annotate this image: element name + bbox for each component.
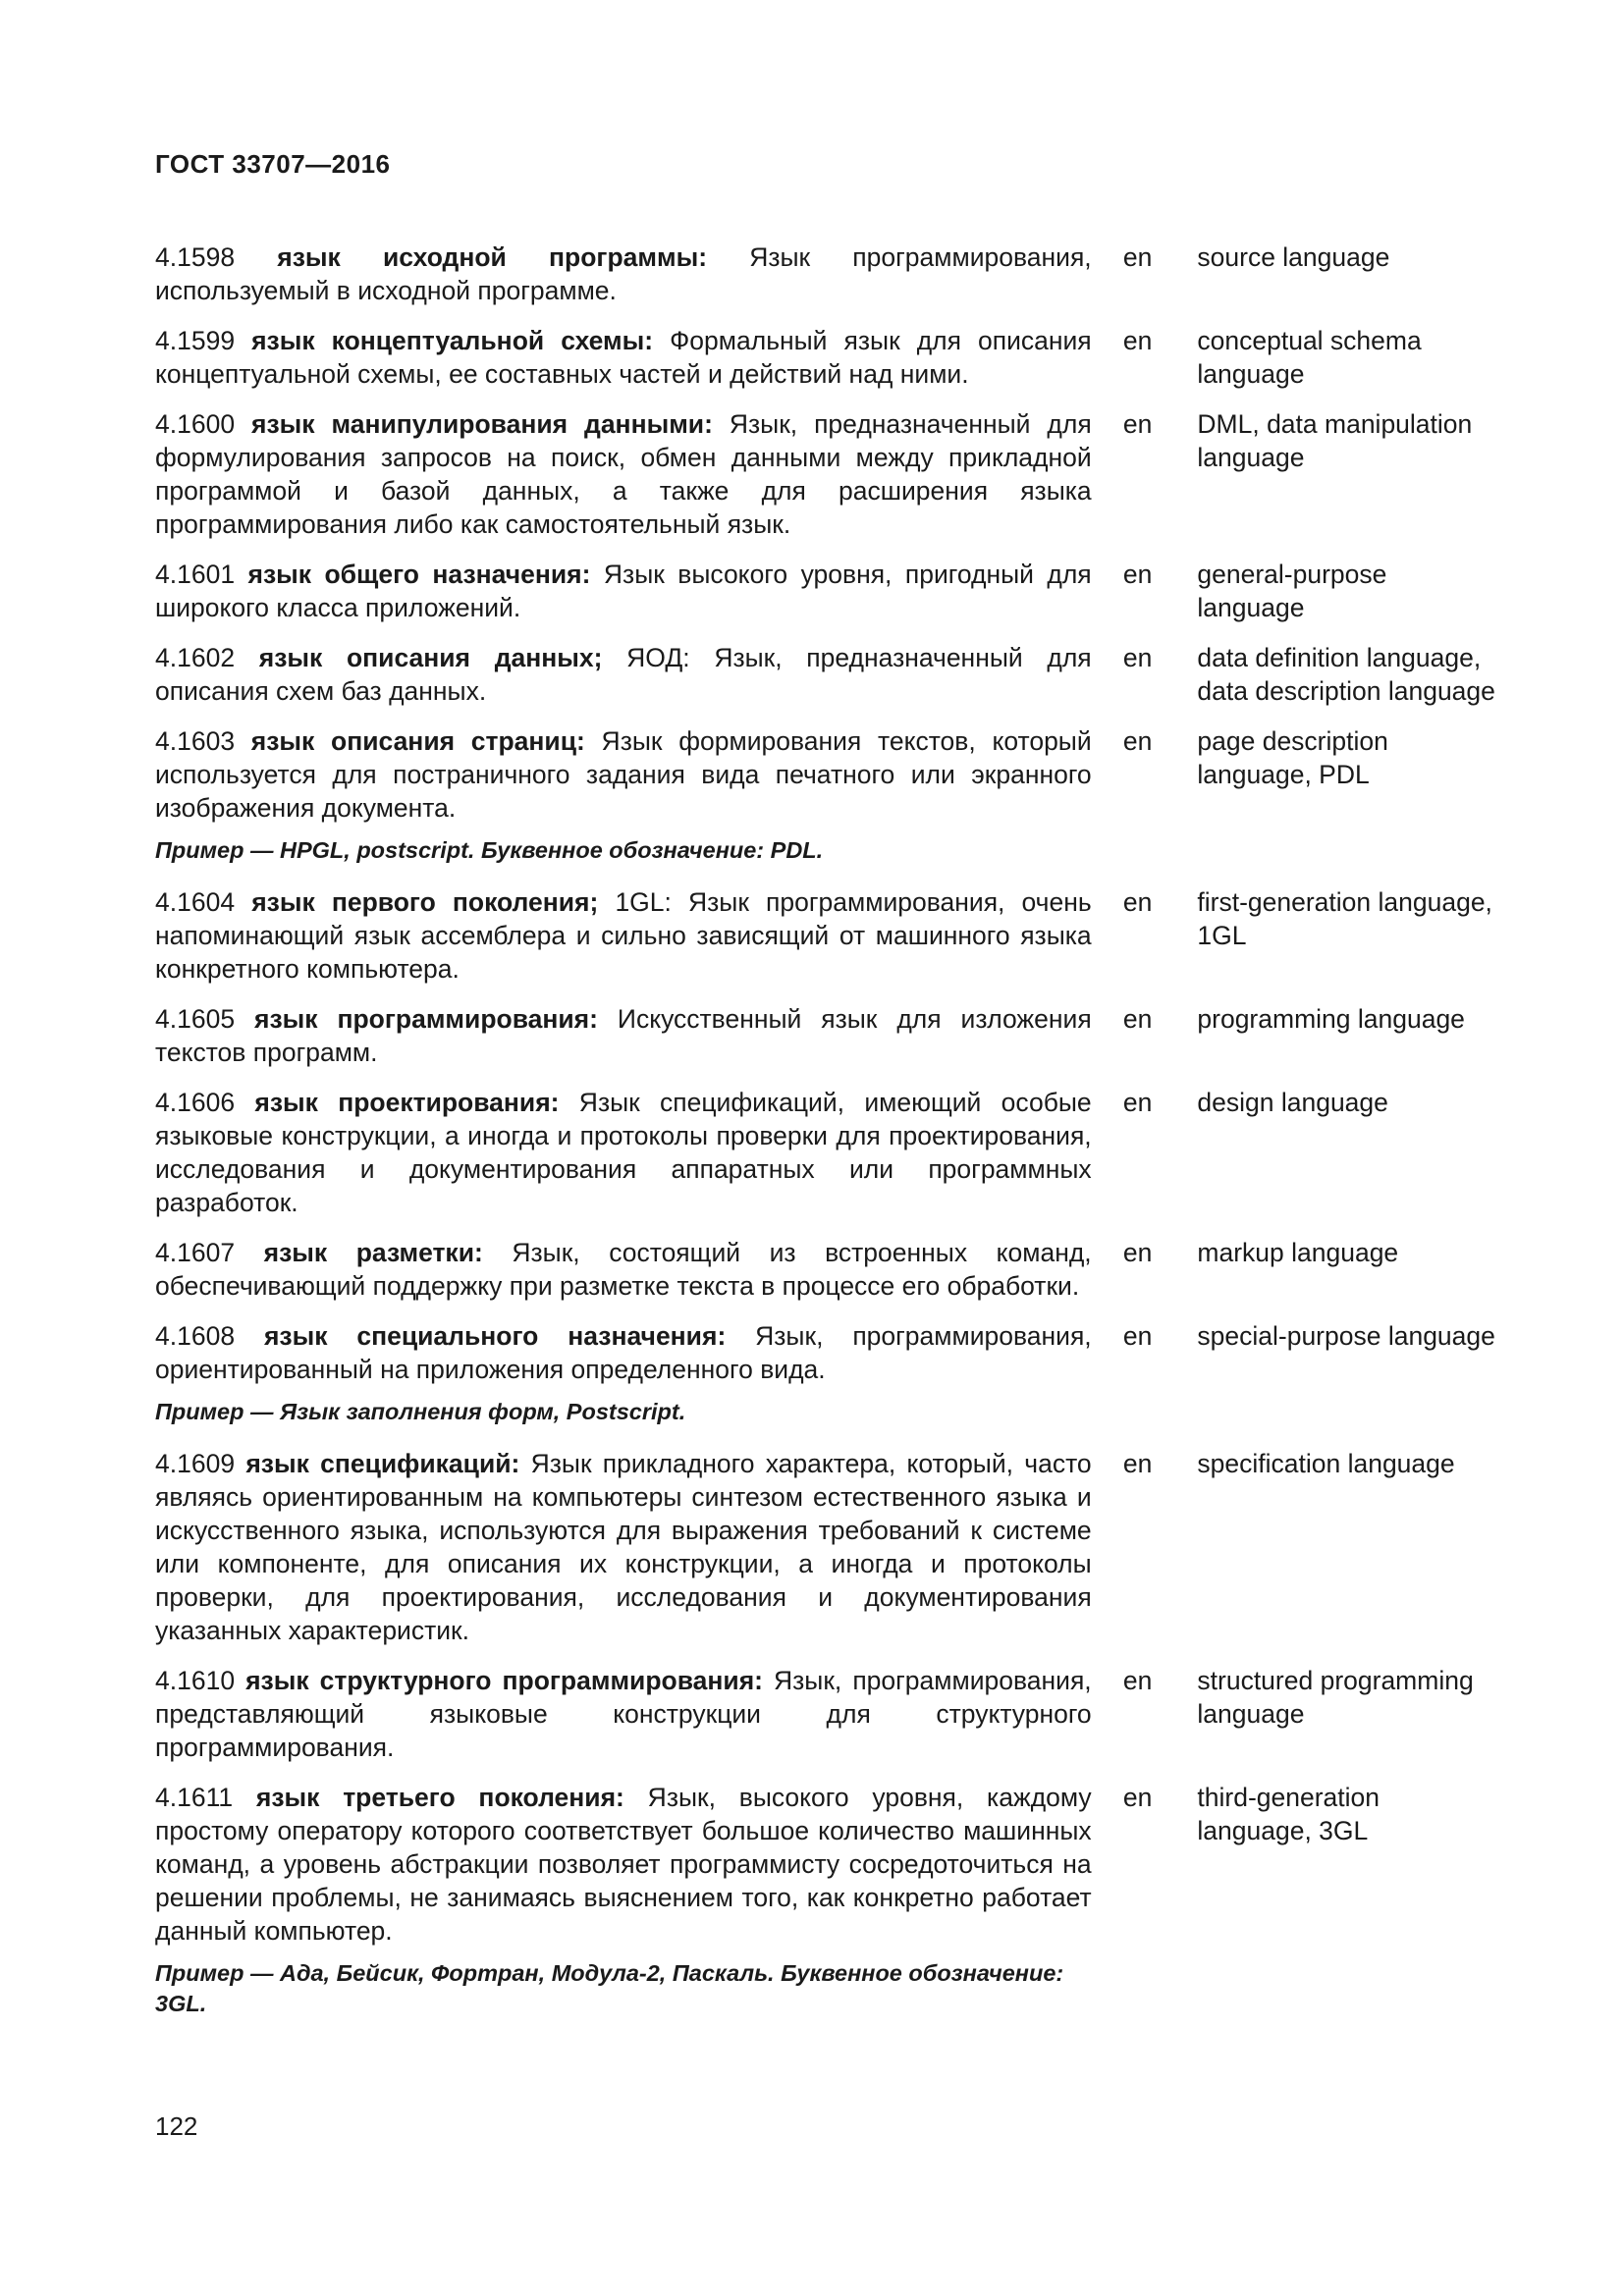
term-name: язык третьего поколения:	[255, 1783, 624, 1812]
term-number: 4.1598	[155, 242, 236, 272]
language-code: en	[1122, 242, 1153, 272]
term-name: язык манипулирования данными:	[251, 409, 713, 439]
term-number: 4.1608	[155, 1321, 236, 1351]
english-equivalent: programming language	[1197, 1004, 1465, 1034]
language-code: en	[1122, 1783, 1153, 1812]
term-entry	[155, 641, 1500, 708]
language-code: en	[1122, 560, 1153, 589]
term-definition-text: Язык, программирования, представляющий языковые конструкции для структурного программирования.	[155, 1666, 1092, 1762]
term-name: язык исходной программы:	[277, 242, 708, 272]
term-definition-text: ЯОД: Язык, предназначенный для описания схем баз данных.	[155, 643, 1092, 706]
term-example: Пример — Ада, Бейсик, Фортран, Модула-2, Паскаль. Буквенное обозначение: 3GL.	[155, 1960, 1064, 2016]
term-definition	[155, 1664, 1092, 1764]
term-definition	[155, 324, 1092, 391]
english-equivalent: page description language, PDL	[1197, 726, 1388, 789]
term-name: язык первого поколения;	[251, 887, 599, 917]
language-code: en	[1122, 1321, 1153, 1351]
english-equivalent: third-generation language, 3GL	[1197, 1783, 1380, 1845]
term-definition-text: Язык, предназначенный для формулирования запросов на поиск, обмен данными между прикладной программой и базой данных, а также для расширения языка программирования либо как самостоятельный язык.	[155, 409, 1092, 539]
term-definition-text: Язык формирования текстов, который используется для постраничного задания вида печатного или экранного изображения документа.	[155, 726, 1092, 823]
term-definition	[155, 1319, 1092, 1386]
english-equivalent: special-purpose language	[1197, 1321, 1495, 1351]
term-definition	[155, 1236, 1092, 1303]
term-entry	[155, 1664, 1500, 1764]
term-number: 4.1607	[155, 1238, 236, 1267]
term-definition-text: Язык, программирования, ориентированный на приложения определенного вида.	[155, 1321, 1092, 1384]
term-name: язык описания страниц:	[250, 726, 585, 756]
english-equivalent: DML, data manipulation language	[1197, 409, 1473, 472]
english-equivalent: markup language	[1197, 1238, 1399, 1267]
term-name: язык спецификаций:	[245, 1449, 520, 1478]
term-name: язык структурного программирования:	[245, 1666, 763, 1695]
english-equivalent: first-generation language, 1GL	[1197, 887, 1492, 950]
term-name: язык специального назначения:	[263, 1321, 727, 1351]
term-definition-text: Язык, состоящий из встроенных команд, обеспечивающий поддержку при разметке текста в процессе его обработки.	[155, 1238, 1092, 1301]
term-number: 4.1610	[155, 1666, 236, 1695]
document-header: ГОСТ 33707—2016	[155, 149, 391, 179]
language-code: en	[1122, 1004, 1153, 1034]
term-name: язык программирования:	[254, 1004, 598, 1034]
term-entry	[155, 1086, 1500, 1219]
page-number: 122	[155, 2111, 198, 2141]
term-entry	[155, 1319, 1500, 1386]
english-equivalent: general-purpose language	[1197, 560, 1387, 622]
term-definition-text: Язык программирования, используемый в исходной программе.	[155, 242, 1092, 305]
term-definition-text: Язык, высокого уровня, каждому простому оператору которого соответствует большое количество машинных команд, а уровень абстракции позволяет программисту сосредоточиться на решении проблемы, не занимаясь выяснением того, как конкретно работает данный компьютер.	[155, 1783, 1092, 1946]
language-code: en	[1122, 409, 1153, 439]
english-equivalent: structured programming language	[1197, 1666, 1474, 1729]
term-name: язык концептуальной схемы:	[251, 326, 654, 355]
language-code: en	[1122, 1088, 1153, 1117]
term-number: 4.1602	[155, 643, 236, 672]
term-entry	[155, 1002, 1500, 1069]
term-entry	[155, 1447, 1500, 1647]
term-number: 4.1606	[155, 1088, 236, 1117]
english-equivalent: specification language	[1197, 1449, 1455, 1478]
term-definition-text: Язык высокого уровня, пригодный для широкого класса приложений.	[155, 560, 1092, 622]
term-definition	[155, 558, 1092, 624]
term-number: 4.1605	[155, 1004, 236, 1034]
language-code: en	[1122, 643, 1153, 672]
language-code: en	[1122, 326, 1153, 355]
english-equivalent: data definition language, data description language	[1197, 643, 1495, 706]
term-name: язык общего назначения:	[247, 560, 591, 589]
term-definition	[155, 724, 1092, 825]
language-code: en	[1122, 1238, 1153, 1267]
term-definition-text: 1GL: Язык программирования, очень напоминающий язык ассемблера и сильно зависящий от машинного языка конкретного компьютера.	[155, 887, 1092, 984]
english-equivalent: conceptual schema language	[1197, 326, 1422, 389]
term-entry	[155, 324, 1500, 391]
english-equivalent: design language	[1197, 1088, 1388, 1117]
term-entry	[155, 407, 1500, 541]
term-definition-text: Язык спецификаций, имеющий особые языковые конструкции, а иногда и протоколы проверки для проектирования, исследования и документирования аппаратных или программных разработок.	[155, 1088, 1092, 1217]
term-definition	[155, 1086, 1092, 1219]
term-definition	[155, 885, 1092, 986]
term-example: Пример — HPGL, postscript. Буквенное обозначение: PDL.	[155, 837, 824, 863]
term-name: язык описания данных;	[258, 643, 603, 672]
term-name: язык разметки:	[263, 1238, 483, 1267]
term-number: 4.1611	[155, 1783, 234, 1812]
term-entry	[155, 1236, 1500, 1303]
term-number: 4.1609	[155, 1449, 236, 1478]
term-example: Пример — Язык заполнения форм, Postscript.	[155, 1399, 686, 1424]
term-definition	[155, 1447, 1092, 1647]
term-definition-text: Искусственный язык для изложения текстов программ.	[155, 1004, 1092, 1067]
term-definition	[155, 1781, 1092, 1948]
term-definition-text: Язык прикладного характера, который, часто являясь ориентированным на компьютеры синтезом естественного языка и искусственного языка, используются для выражения требований к системе или компоненте, для описания их конструкции, а иногда и протоколы проверки, для проектирования, исследования и документирования указанных характеристик.	[155, 1449, 1092, 1645]
term-name: язык проектирования:	[254, 1088, 560, 1117]
term-number: 4.1603	[155, 726, 236, 756]
term-entry	[155, 240, 1500, 307]
term-entry	[155, 558, 1500, 624]
term-number: 4.1601	[155, 560, 236, 589]
language-code: en	[1122, 1449, 1153, 1478]
english-equivalent: source language	[1197, 242, 1390, 272]
term-definition	[155, 641, 1092, 708]
term-entry	[155, 724, 1500, 825]
term-definition	[155, 1002, 1092, 1069]
term-definition	[155, 240, 1092, 307]
language-code: en	[1122, 1666, 1153, 1695]
term-entry	[155, 1781, 1500, 1948]
term-list	[155, 240, 1500, 2039]
term-number: 4.1600	[155, 409, 236, 439]
term-definition	[155, 407, 1092, 541]
term-definition-text: Формальный язык для описания концептуальной схемы, ее составных частей и действий над ними.	[155, 326, 1092, 389]
term-number: 4.1599	[155, 326, 236, 355]
term-number: 4.1604	[155, 887, 236, 917]
language-code: en	[1122, 726, 1153, 756]
language-code: en	[1122, 887, 1153, 917]
term-entry	[155, 885, 1500, 986]
